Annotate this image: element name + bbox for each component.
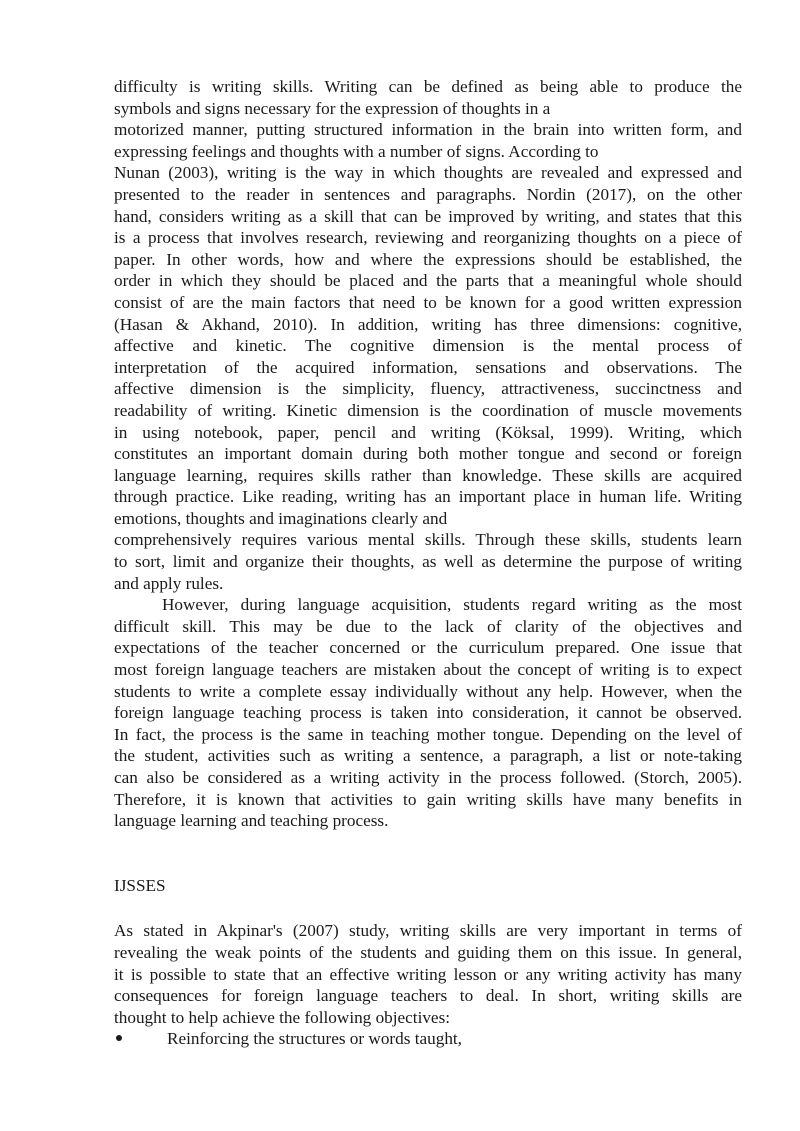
body-paragraph-1 — [114, 76, 742, 594]
text-line: to sort, limit and organize their thoughts, as well as determine the purpose of writing — [114, 552, 742, 572]
text-line: the student, activities such as writing a sentence, a paragraph, a list or note-taking — [114, 746, 742, 766]
text-line: constitutes an important domain during both mother tongue and second or foreign — [114, 444, 742, 464]
text-line: in using notebook, paper, pencil and writing (Köksal, 1999). Writing, which — [114, 422, 742, 442]
text-line: most foreign language teachers are mistaken about the concept of writing is to expect — [114, 660, 742, 680]
text-line: and apply rules. — [114, 573, 224, 593]
text-line: revealing the weak points of the students and guiding them on this issue. In general, — [114, 942, 742, 962]
text-line: Nunan (2003), writing is the way in which thoughts are revealed and expressed and — [114, 163, 742, 183]
text-line: it is possible to state that an effective writing lesson or any writing activity has many — [114, 964, 742, 984]
text-line: can also be considered as a writing activity in the process followed. (Storch, 2005). — [114, 768, 742, 787]
text-line: expectations of the teacher concerned or the curriculum prepared. One issue that — [114, 638, 742, 658]
journal-heading: IJSSES — [114, 875, 166, 895]
body-paragraph-2 — [114, 594, 742, 832]
text-line: As stated in Akpinar's (2007) study, writing skills are very important in terms of — [114, 921, 742, 941]
bullet-icon — [114, 1028, 167, 1050]
text-line: expressing feelings and thoughts with a number of signs. According to — [114, 141, 599, 161]
list-item — [114, 1028, 742, 1050]
text-line: readability of writing. Kinetic dimension is the coordination of muscle movements — [114, 400, 742, 420]
text-line: (Hasan & Akhand, 2010). In addition, writing has three dimensions: cognitive, — [114, 314, 742, 334]
text-line: interpretation of the acquired information, sensations and observations. The — [114, 357, 742, 377]
document-page — [114, 76, 742, 1050]
text-line: consist of are the main factors that need to be known for a good written expression — [114, 292, 742, 312]
text-line: In fact, the process is the same in teaching mother tongue. Depending on the level of — [114, 724, 742, 744]
text-line: comprehensively requires various mental skills. Through these skills, students learn — [114, 530, 742, 550]
text-line: paper. In other words, how and where the expressions should be established, the — [114, 249, 742, 269]
text-line: presented to the reader in sentences and paragraphs. Nordin (2017), on the other — [114, 184, 742, 204]
text-line: motorized manner, putting structured information in the brain into written form, and — [114, 120, 742, 140]
text-line: Therefore, it is known that activities to gain writing skills have many benefits in — [114, 789, 742, 809]
text-line: consequences for foreign language teachers to deal. In short, writing skills are — [114, 986, 742, 1006]
text-line: language learning and teaching process. — [114, 811, 389, 831]
text-line: affective and kinetic. The cognitive dimension is the mental process of — [114, 336, 742, 356]
text-line: is a process that involves research, reviewing and reorganizing thoughts on a piece of — [114, 228, 742, 248]
text-line: difficult skill. This may be due to the lack of clarity of the objectives and — [114, 616, 742, 636]
text-line: foreign language teaching process is taken into consideration, it cannot be observed. — [114, 703, 742, 723]
text-line: thought to help achieve the following objectives: — [114, 1007, 451, 1027]
list-item-text: Reinforcing the structures or words taught, — [167, 1029, 462, 1049]
text-line: students to write a complete essay individually without any help. However, when the — [114, 681, 742, 701]
text-line: affective dimension is the simplicity, fluency, attractiveness, succinctness and — [114, 379, 742, 399]
text-line: order in which they should be placed and the parts that a meaningful whole should — [114, 271, 742, 291]
text-line: hand, considers writing as a skill that can be improved by writing, and states that this — [114, 206, 742, 226]
text-line: However, during language acquisition, students regard writing as the most — [162, 595, 742, 615]
text-line: emotions, thoughts and imaginations clearly and — [114, 508, 448, 528]
text-line: through practice. Like reading, writing has an important place in human life. Writing — [114, 487, 742, 507]
text-line: language learning, requires skills rather than knowledge. These skills are acquired — [114, 465, 742, 485]
text-line: symbols and signs necessary for the expression of thoughts in a — [114, 98, 551, 118]
text-line: difficulty is writing skills. Writing can be defined as being able to produce the — [114, 77, 742, 96]
bullet-list — [114, 1028, 742, 1050]
body-paragraph-3 — [114, 920, 742, 1028]
